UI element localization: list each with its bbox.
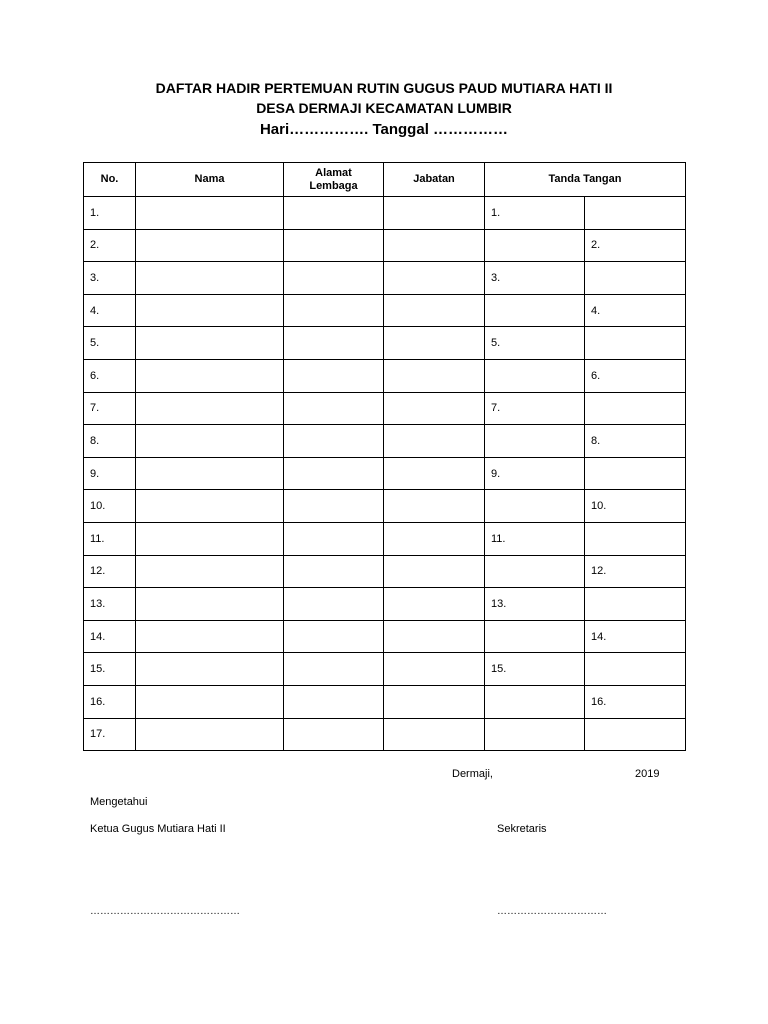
cell-signature-right: 2. xyxy=(585,229,686,262)
cell-no: 13. xyxy=(84,588,136,621)
header-tanda-tangan: Tanda Tangan xyxy=(485,163,686,197)
cell-no: 15. xyxy=(84,653,136,686)
cell-nama xyxy=(136,555,284,588)
table-row xyxy=(84,229,686,262)
cell-nama xyxy=(136,588,284,621)
cell-jabatan xyxy=(384,685,485,718)
document-title: DAFTAR HADIR PERTEMUAN RUTIN GUGUS PAUD MUTIARA HATI II xyxy=(155,80,613,96)
cell-no: 9. xyxy=(84,457,136,490)
cell-jabatan xyxy=(384,294,485,327)
year-label: 2019 xyxy=(635,768,660,780)
cell-alamat-lembaga xyxy=(284,653,384,686)
cell-signature-right: 12. xyxy=(585,555,686,588)
cell-jabatan xyxy=(384,457,485,490)
cell-alamat-lembaga xyxy=(284,425,384,458)
cell-signature-right: 10. xyxy=(585,490,686,523)
date-line: Hari……………. Tanggal …………… xyxy=(259,121,509,138)
cell-signature-left: 13. xyxy=(485,588,585,621)
cell-jabatan xyxy=(384,653,485,686)
cell-jabatan xyxy=(384,522,485,555)
cell-alamat-lembaga xyxy=(284,392,384,425)
table-row xyxy=(84,425,686,458)
attendance-table xyxy=(83,162,686,751)
cell-signature-left: 3. xyxy=(485,262,585,295)
cell-alamat-lembaga xyxy=(284,685,384,718)
cell-signature-left: 1. xyxy=(485,197,585,230)
cell-nama xyxy=(136,229,284,262)
cell-alamat-lembaga xyxy=(284,359,384,392)
cell-no: 12. xyxy=(84,555,136,588)
cell-signature-left: 5. xyxy=(485,327,585,360)
cell-no: 3. xyxy=(84,262,136,295)
cell-no: 5. xyxy=(84,327,136,360)
cell-jabatan xyxy=(384,392,485,425)
table-row xyxy=(84,718,686,751)
ketua-signature-line: ……………………………………… xyxy=(90,906,240,917)
cell-signature-left: 15. xyxy=(485,653,585,686)
table-row xyxy=(84,197,686,230)
sekretaris-label: Sekretaris xyxy=(497,823,547,835)
table-header-row xyxy=(84,163,686,197)
cell-alamat-lembaga xyxy=(284,718,384,751)
cell-signature-right xyxy=(585,653,686,686)
cell-alamat-lembaga xyxy=(284,620,384,653)
cell-signature-right: 14. xyxy=(585,620,686,653)
cell-signature-right xyxy=(585,327,686,360)
cell-jabatan xyxy=(384,425,485,458)
table-row xyxy=(84,522,686,555)
cell-no: 6. xyxy=(84,359,136,392)
cell-alamat-lembaga xyxy=(284,327,384,360)
table-row xyxy=(84,392,686,425)
cell-no: 7. xyxy=(84,392,136,425)
cell-jabatan xyxy=(384,229,485,262)
cell-no: 16. xyxy=(84,685,136,718)
cell-signature-right: 4. xyxy=(585,294,686,327)
cell-signature-left: 9. xyxy=(485,457,585,490)
cell-signature-left: 11. xyxy=(485,522,585,555)
cell-signature-right xyxy=(585,718,686,751)
cell-no: 17. xyxy=(84,718,136,751)
cell-nama xyxy=(136,522,284,555)
cell-signature-right xyxy=(585,588,686,621)
cell-signature-left xyxy=(485,555,585,588)
cell-signature-right xyxy=(585,197,686,230)
header-nama: Nama xyxy=(136,163,284,197)
cell-nama xyxy=(136,425,284,458)
cell-nama xyxy=(136,653,284,686)
header-alamat-line2: Lembaga xyxy=(309,179,358,192)
table-body xyxy=(84,197,686,751)
cell-signature-left xyxy=(485,718,585,751)
cell-no: 2. xyxy=(84,229,136,262)
cell-signature-right: 8. xyxy=(585,425,686,458)
cell-jabatan xyxy=(384,327,485,360)
cell-alamat-lembaga xyxy=(284,588,384,621)
cell-signature-right xyxy=(585,392,686,425)
table-row xyxy=(84,327,686,360)
place-label: Dermaji, xyxy=(452,768,493,780)
cell-alamat-lembaga xyxy=(284,197,384,230)
cell-jabatan xyxy=(384,262,485,295)
cell-signature-right xyxy=(585,522,686,555)
cell-signature-left xyxy=(485,359,585,392)
cell-signature-left xyxy=(485,490,585,523)
cell-no: 10. xyxy=(84,490,136,523)
cell-alamat-lembaga xyxy=(284,490,384,523)
cell-alamat-lembaga xyxy=(284,229,384,262)
table-row xyxy=(84,294,686,327)
cell-nama xyxy=(136,327,284,360)
cell-jabatan xyxy=(384,359,485,392)
header-no: No. xyxy=(84,163,136,197)
cell-jabatan xyxy=(384,718,485,751)
cell-nama xyxy=(136,197,284,230)
table-row xyxy=(84,457,686,490)
cell-jabatan xyxy=(384,197,485,230)
cell-alamat-lembaga xyxy=(284,522,384,555)
cell-nama xyxy=(136,262,284,295)
cell-signature-left xyxy=(485,294,585,327)
document-subtitle: DESA DERMAJI KECAMATAN LUMBIR xyxy=(256,100,512,116)
cell-signature-right xyxy=(585,457,686,490)
table-row xyxy=(84,262,686,295)
header-jabatan: Jabatan xyxy=(384,163,485,197)
cell-signature-left xyxy=(485,620,585,653)
cell-no: 1. xyxy=(84,197,136,230)
table-row xyxy=(84,685,686,718)
cell-no: 8. xyxy=(84,425,136,458)
cell-nama xyxy=(136,685,284,718)
cell-signature-right: 16. xyxy=(585,685,686,718)
cell-no: 14. xyxy=(84,620,136,653)
table-row xyxy=(84,653,686,686)
cell-signature-left: 7. xyxy=(485,392,585,425)
cell-jabatan xyxy=(384,588,485,621)
mengetahui-label: Mengetahui xyxy=(90,796,148,808)
table-row xyxy=(84,588,686,621)
cell-jabatan xyxy=(384,555,485,588)
cell-no: 4. xyxy=(84,294,136,327)
cell-alamat-lembaga xyxy=(284,294,384,327)
cell-signature-left xyxy=(485,425,585,458)
cell-alamat-lembaga xyxy=(284,262,384,295)
header-alamat-line1: Alamat xyxy=(315,166,352,179)
cell-signature-left xyxy=(485,685,585,718)
cell-alamat-lembaga xyxy=(284,555,384,588)
cell-nama xyxy=(136,490,284,523)
cell-signature-left xyxy=(485,229,585,262)
table-row xyxy=(84,490,686,523)
header-alamat-lembaga xyxy=(284,163,384,197)
cell-nama xyxy=(136,620,284,653)
cell-jabatan xyxy=(384,620,485,653)
cell-nama xyxy=(136,392,284,425)
cell-no: 11. xyxy=(84,522,136,555)
cell-nama xyxy=(136,294,284,327)
ketua-label: Ketua Gugus Mutiara Hati II xyxy=(90,823,226,835)
cell-jabatan xyxy=(384,490,485,523)
table-row xyxy=(84,555,686,588)
cell-signature-right: 6. xyxy=(585,359,686,392)
cell-nama xyxy=(136,718,284,751)
cell-signature-right xyxy=(585,262,686,295)
cell-alamat-lembaga xyxy=(284,457,384,490)
table-row xyxy=(84,359,686,392)
table-row xyxy=(84,620,686,653)
sekretaris-signature-line: …………………………… xyxy=(497,906,607,917)
cell-nama xyxy=(136,359,284,392)
cell-nama xyxy=(136,457,284,490)
